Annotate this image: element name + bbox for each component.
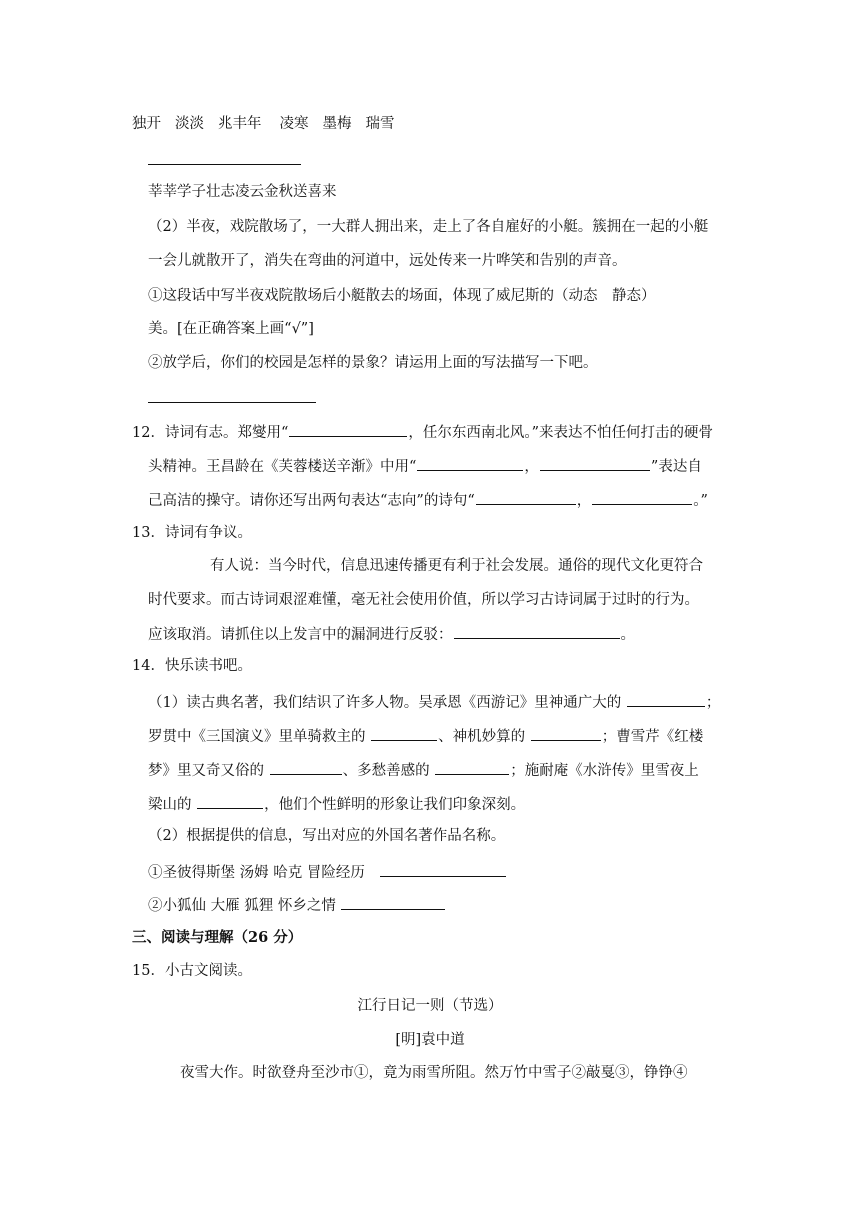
q14-text: 、多愁善感的: [342, 763, 430, 779]
answer-blank[interactable]: [380, 861, 506, 877]
q12-text: ，: [524, 459, 539, 475]
q13-title: 13．诗词有争议。: [132, 525, 252, 541]
q14-text: ①圣彼得斯堡 汤姆 哈克 冒险经历: [148, 865, 365, 881]
q14-text: ；曹雪芹《红楼: [601, 729, 704, 745]
q13-para-line3: [148, 623, 732, 645]
q14-text: （1）读古典名著，我们结识了许多人物。吴承恩《西游记》里神通广大的: [148, 695, 622, 711]
answer-blank[interactable]: [289, 421, 407, 437]
q12-text: 己高洁的操守。请你还写出两句表达“志向”的诗句“: [148, 493, 475, 509]
q14-line3: [148, 759, 732, 781]
answer-blank[interactable]: [341, 894, 445, 910]
word-list: [132, 114, 732, 134]
q14-text: ；: [705, 695, 721, 711]
q11-2-sub1-line1: ①这段话中写半夜戏院散场后小艇散去的场面，体现了威尼斯的（动态 静态）: [148, 288, 656, 304]
q14-text: 梁山的: [148, 797, 192, 813]
answer-line[interactable]: [148, 402, 316, 403]
q14-line2: [148, 725, 732, 747]
q12-text: ，任尔东西南北风。”来表达不怕任何打击的硬骨: [408, 425, 714, 441]
answer-blank[interactable]: [435, 759, 509, 775]
q14-line7: [148, 894, 732, 916]
q12-text: 12．诗词有志。郑燮用“: [132, 425, 289, 441]
answer-blank[interactable]: [371, 725, 437, 741]
answer-blank[interactable]: [417, 455, 523, 471]
word-item: 墨梅: [322, 116, 352, 132]
q13-para-line2: 时代要求。而古诗词艰涩难懂，毫无社会使用价值，所以学习古诗词属于过时的行为。: [148, 592, 699, 608]
q12-text: ，: [576, 493, 592, 509]
answer-blank[interactable]: [531, 725, 601, 741]
q14-text: ，他们个性鲜明的形象让我们印象深刻。: [264, 797, 526, 813]
q14-text: 罗贯中《三国演义》里单骑救主的: [148, 729, 366, 745]
q12-line1: [132, 421, 732, 443]
q14-line6: [148, 861, 732, 883]
q11-2-sub2: ②放学后，你们的校园是怎样的景象？请运用上面的写法描写一下吧。: [148, 355, 598, 371]
q14-text: ②小狐仙 大雁 狐狸 怀乡之情: [148, 898, 336, 914]
q14-line4: [148, 793, 732, 815]
word-item: 淡淡: [175, 116, 204, 132]
q12-text: ”表达自: [650, 459, 702, 475]
q12-text: 。”: [693, 493, 708, 509]
essay-para-line1: 夜雪大作。时欲登舟至沙市①，竟为雨雪所阻。然万竹中雪子②敲戛③，铮铮④: [180, 1065, 688, 1081]
answer-blank[interactable]: [270, 759, 342, 775]
q14-text: 梦》里又奇又俗的: [148, 763, 264, 779]
q14-line1: [148, 691, 732, 713]
word-item: 瑞雪: [365, 116, 395, 132]
word-list-2: 莘莘学子壮志凌云金秋送喜来: [148, 184, 337, 200]
q13-text: 。: [620, 627, 635, 643]
q13-text: 应该取消。请抓住以上发言中的漏洞进行反驳：: [148, 627, 453, 643]
word-item: 兆丰年: [218, 116, 262, 132]
q12-line2: [148, 455, 732, 477]
q14-text: 、神机妙算的: [438, 729, 526, 745]
q11-2-para-line2: 一会儿就散开了，消失在弯曲的河道中，远处传来一片哗笑和告别的声音。: [148, 253, 627, 269]
answer-blank[interactable]: [627, 691, 705, 707]
q14-title: 14．快乐读书吧。: [132, 658, 252, 674]
q14-text: ；施耐庵《水浒传》里雪夜上: [510, 763, 699, 779]
q12-text: 头精神。王昌龄在《芙蓉楼送辛渐》中用“: [148, 459, 417, 475]
answer-blank[interactable]: [592, 489, 692, 505]
word-item: 独开: [132, 116, 161, 132]
q12-line3: [148, 489, 732, 511]
essay-author: [明]袁中道: [395, 1032, 465, 1048]
section-heading: 三、阅读与理解（26 分）: [132, 929, 303, 946]
essay-title: 江行日记一则（节选）: [357, 998, 503, 1014]
q15-title: 15．小古文阅读。: [132, 963, 252, 979]
answer-blank[interactable]: [454, 623, 620, 639]
q14-line5: （2）根据提供的信息，写出对应的外国名著作品名称。: [148, 828, 506, 844]
q11-2-sub1-line2: 美。[在正确答案上画“√”]: [148, 321, 314, 337]
word-item: 凌寒: [279, 116, 309, 132]
q11-2-para-line1: （2）半夜，戏院散场了，一大群人拥出来，走上了各自雇好的小艇。簇拥在一起的小艇: [148, 219, 709, 235]
answer-blank[interactable]: [476, 489, 576, 505]
answer-line[interactable]: [148, 164, 301, 165]
answer-blank[interactable]: [197, 793, 263, 809]
q13-para-line1: 有人说：当今时代，信息迅速传播更有利于社会发展。通俗的现代文化更符合: [210, 558, 703, 574]
answer-blank[interactable]: [540, 455, 650, 471]
